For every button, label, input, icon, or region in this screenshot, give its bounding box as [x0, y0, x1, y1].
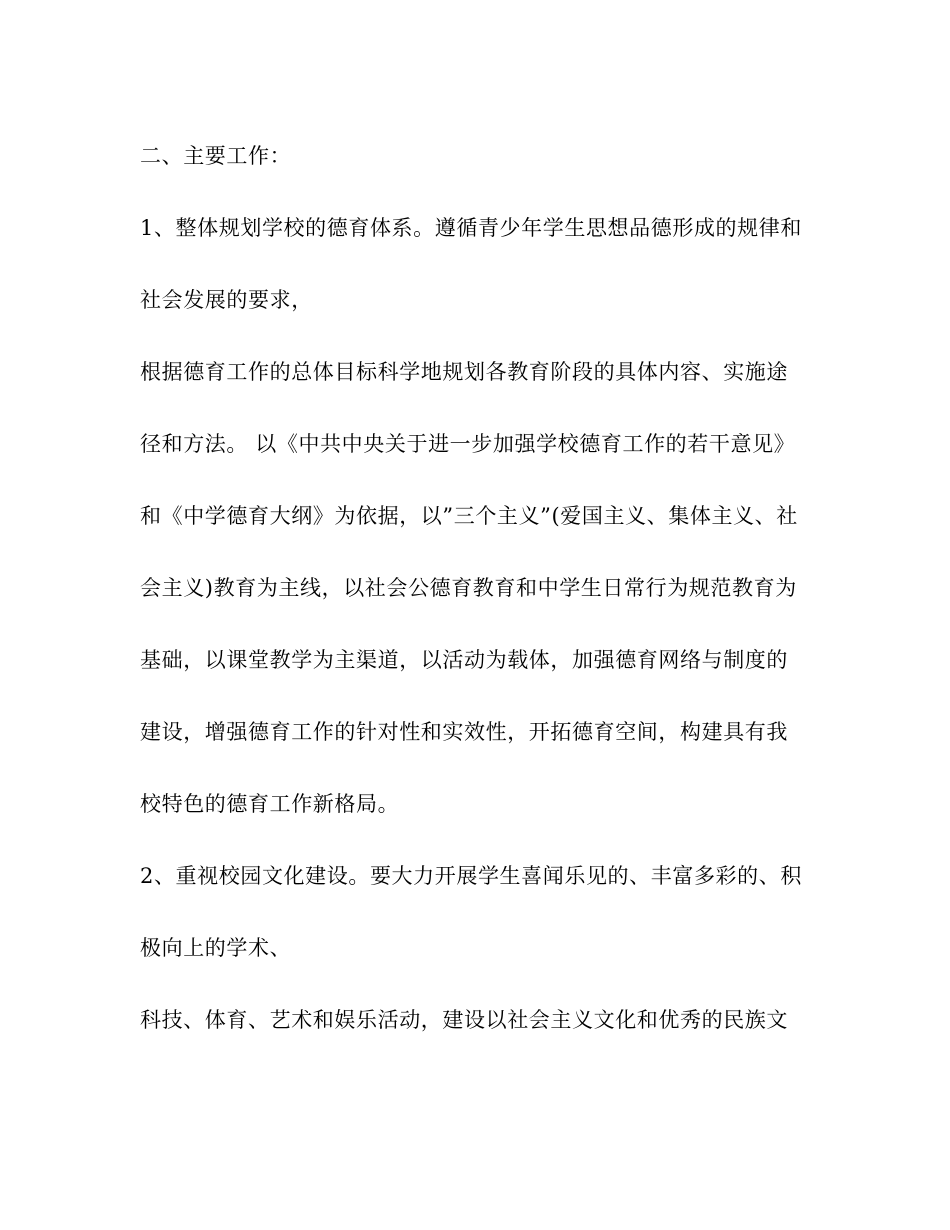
- paragraph-line: 和《中学德育大纲》为依据，以”三个主义”(爱国主义、集体主义、社: [140, 504, 798, 528]
- paragraph-line: 2、重视校园文化建设。要大力开展学生喜闻乐见的、丰富多彩的、积: [140, 864, 802, 888]
- paragraph-line: 校特色的德育工作新格局。: [140, 792, 400, 816]
- section-heading: 二、主要工作：: [140, 144, 292, 168]
- paragraph-line: 会主义)教育为主线，以社会公德育教育和中学生日常行为规范教育为: [140, 576, 797, 600]
- paragraph-line: 基础，以课堂教学为主渠道，以活动为载体，加强德育网络与制度的: [140, 648, 788, 672]
- paragraph-line: 极向上的学术、: [140, 936, 292, 960]
- paragraph-line: 科技、体育、艺术和娱乐活动，建设以社会主义文化和优秀的民族文: [140, 1008, 788, 1032]
- paragraph-line: 1、整体规划学校的德育体系。遵循青少年学生思想品德形成的规律和: [140, 216, 802, 240]
- paragraph-line: 社会发展的要求，: [140, 288, 313, 312]
- paragraph-line: 径和方法。 以《中共中央关于进一步加强学校德育工作的若干意见》: [140, 432, 796, 456]
- paragraph-line: 建设，增强德育工作的针对性和实效性，开拓德育空间，构建具有我: [140, 720, 788, 744]
- paragraph-line: 根据德育工作的总体目标科学地规划各教育阶段的具体内容、实施途: [140, 360, 788, 384]
